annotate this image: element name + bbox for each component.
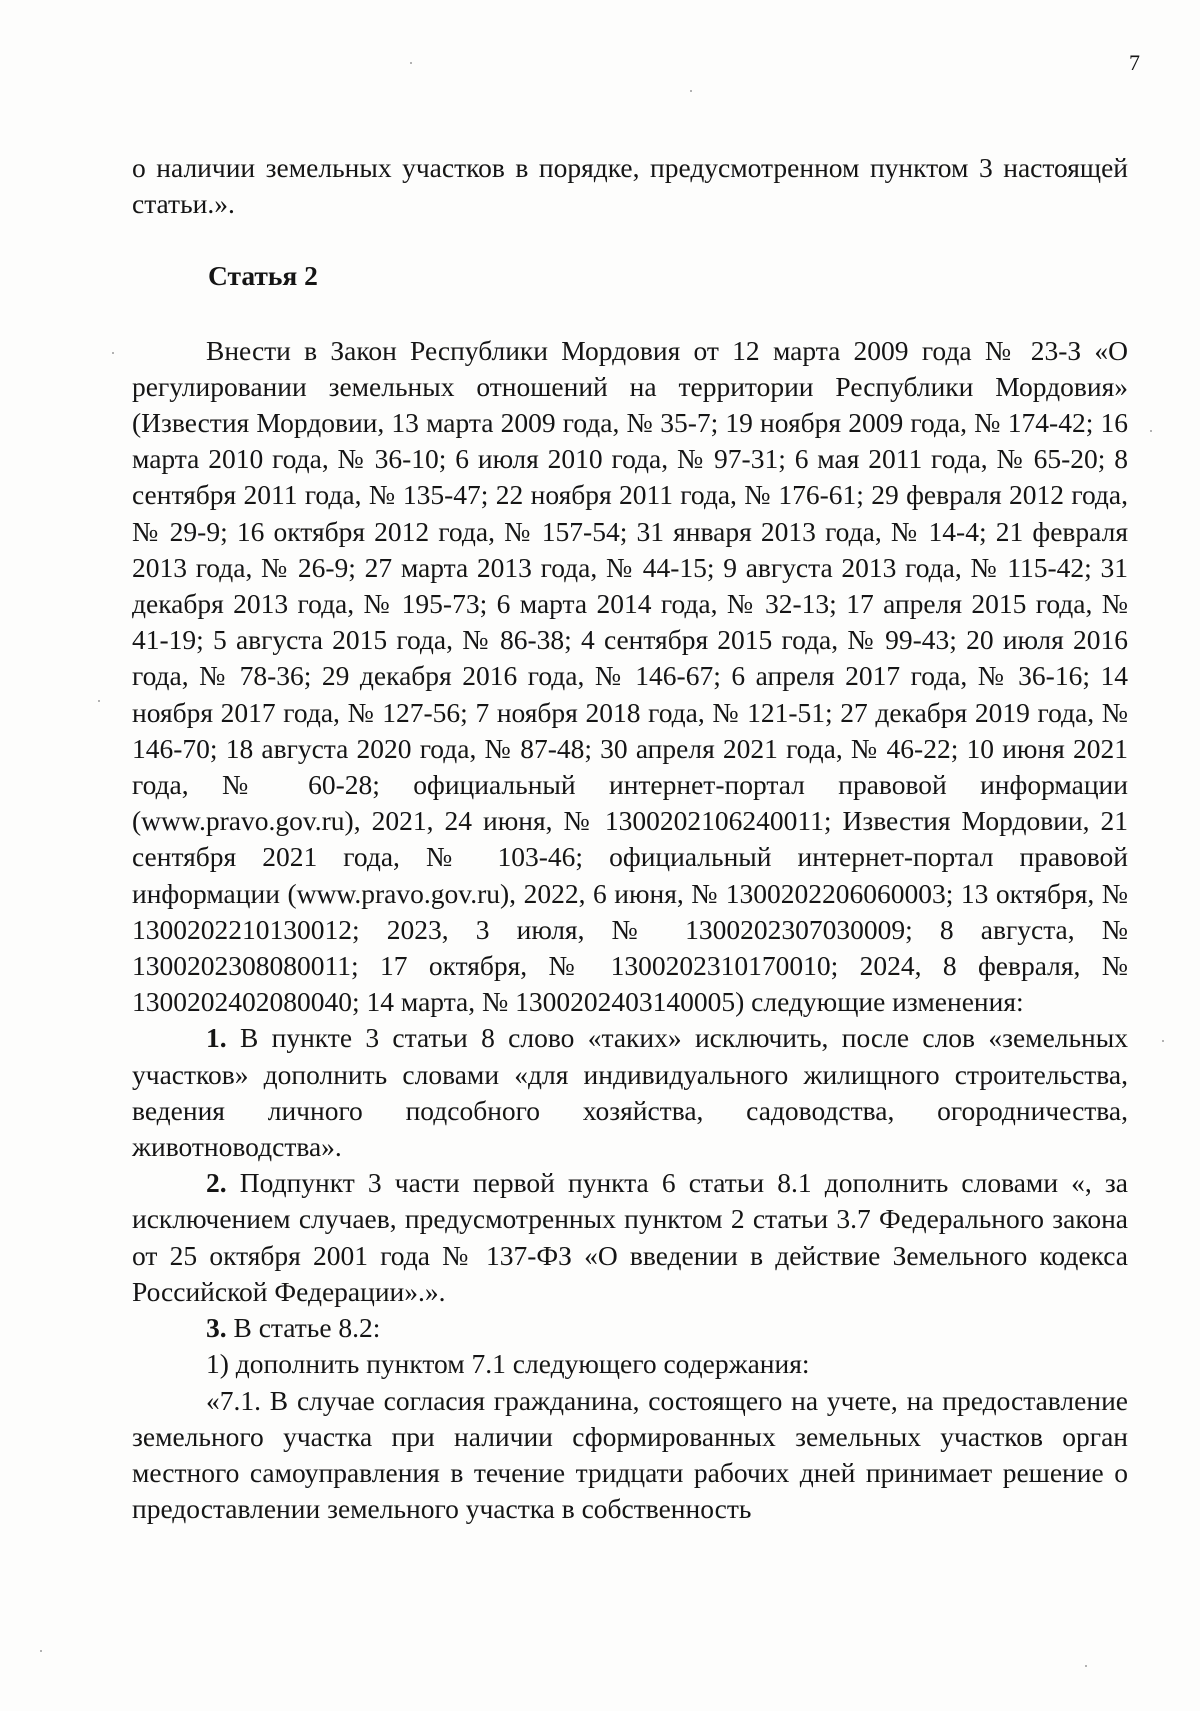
scan-speck xyxy=(1085,1665,1087,1667)
item-2-text: Подпункт 3 части первой пункта 6 статьи 8.1 дополнить словами «, за исключением случаев, предусмотренных пунктом 2 статьи 3.7 Федерального закона от 25 октября 2001 года № 137-ФЗ «О введении в действие Земельного кодекса Российской Федерации».». xyxy=(132,1167,1129,1307)
article-heading: Статья 2 xyxy=(208,260,318,292)
intro-paragraph: Внести в Закон Республики Мордовия от 12 марта 2009 года № 23-З «О регулировании земельных отношений на территории Республики Мордовия» (Известия Мордовии, 13 марта 2009 года, № 35-7; 19 ноября 2009 года, № 174-42; 16 марта 2010 года, № 36-10; 6 июля 2010 года, № 97-31; 6 мая 2011 года, № 65-20; 8 сентября 2011 года, № 135-47; 22 ноября 2011 года, № 176-61; 29 февраля 2012 года, № 29-9; 16 октября 2012 года, № 157-54; 31 января 2013 года, № 14-4; 21 февраля 2013 года, № 26-9; 27 марта 2013 года, № 44-15; 9 августа 2013 года, № 115-42; 31 декабря 2013 года, № 195-73; 6 марта 2014 года, № 32-13; 17 апреля 2015 года, № 41-19; 5 августа 2015 года, № 86-38; 4 сентября 2015 года, № 99-43; 20 июля 2016 года, № 78-36; 29 декабря 2016 года, № 146-67; 6 апреля 2017 года, № 36-16; 14 ноября 2017 года, № 127-56; 7 ноября 2018 года, № 121-51; 27 декабря 2019 года, № 146-70; 18 августа 2020 года, № 87-48; 30 апреля 2021 года, № 46-22; 10 июня 2021 года, № 60-28; официальный интернет-портал правовой информации (www.pravo.gov.ru), 2021, 24 июня, № 1300202106240011; Известия Мордовии, 21 сентября 2021 года, № 103-46; официальный интернет-портал правовой информации (www.pravo.gov.ru), 2022, 6 июня, № 1300202206060003; 13 октября, № 1300202210130012; 2023, 3 июля, № 1300202307030009; 8 августа, № 1300202308080011; 17 октября, № 1300202310170010; 2024, 8 февраля, № 1300202402080040; 14 марта, № 1300202403140005) следующие изменения: xyxy=(132,334,1128,1018)
document-body xyxy=(132,150,1128,1527)
item-1-number: 1. xyxy=(206,1022,227,1054)
item-3-paragraph xyxy=(132,1310,1128,1346)
item-3-number: 3. xyxy=(206,1312,227,1344)
scan-speck xyxy=(1150,430,1152,432)
scan-speck xyxy=(40,1650,42,1652)
scan-speck xyxy=(1162,1040,1164,1042)
item-3-text: В статье 8.2: xyxy=(233,1312,381,1344)
continuation-paragraph: о наличии земельных участков в порядке, предусмотренном пунктом 3 настоящей статьи.». xyxy=(132,152,1128,220)
scan-speck xyxy=(98,700,100,702)
item-1-paragraph xyxy=(132,1020,1128,1165)
scan-speck xyxy=(690,90,692,92)
scan-speck xyxy=(112,352,114,354)
item-2-number: 2. xyxy=(206,1167,227,1199)
quote-7-1-paragraph: «7.1. В случае согласия гражданина, состоящего на учете, на предоставление земельного участка при наличии сформированных земельных участков орган местного самоуправления в течение тридцати рабочих дней принимает решение о предоставлении земельного участка в собственность xyxy=(132,1384,1128,1525)
page-number: 7 xyxy=(1129,50,1140,75)
scan-speck xyxy=(410,62,412,64)
subitem-1-paragraph: 1) дополнить пунктом 7.1 следующего содержания: xyxy=(206,1348,810,1380)
item-1-text: В пункте 3 статьи 8 слово «таких» исключить, после слов «земельных участков» дополнить словами «для индивидуального жилищного строительства, ведения личного подсобного хозяйства, садоводства, огородничества, животноводства». xyxy=(132,1022,1128,1163)
item-2-paragraph xyxy=(132,1165,1128,1310)
